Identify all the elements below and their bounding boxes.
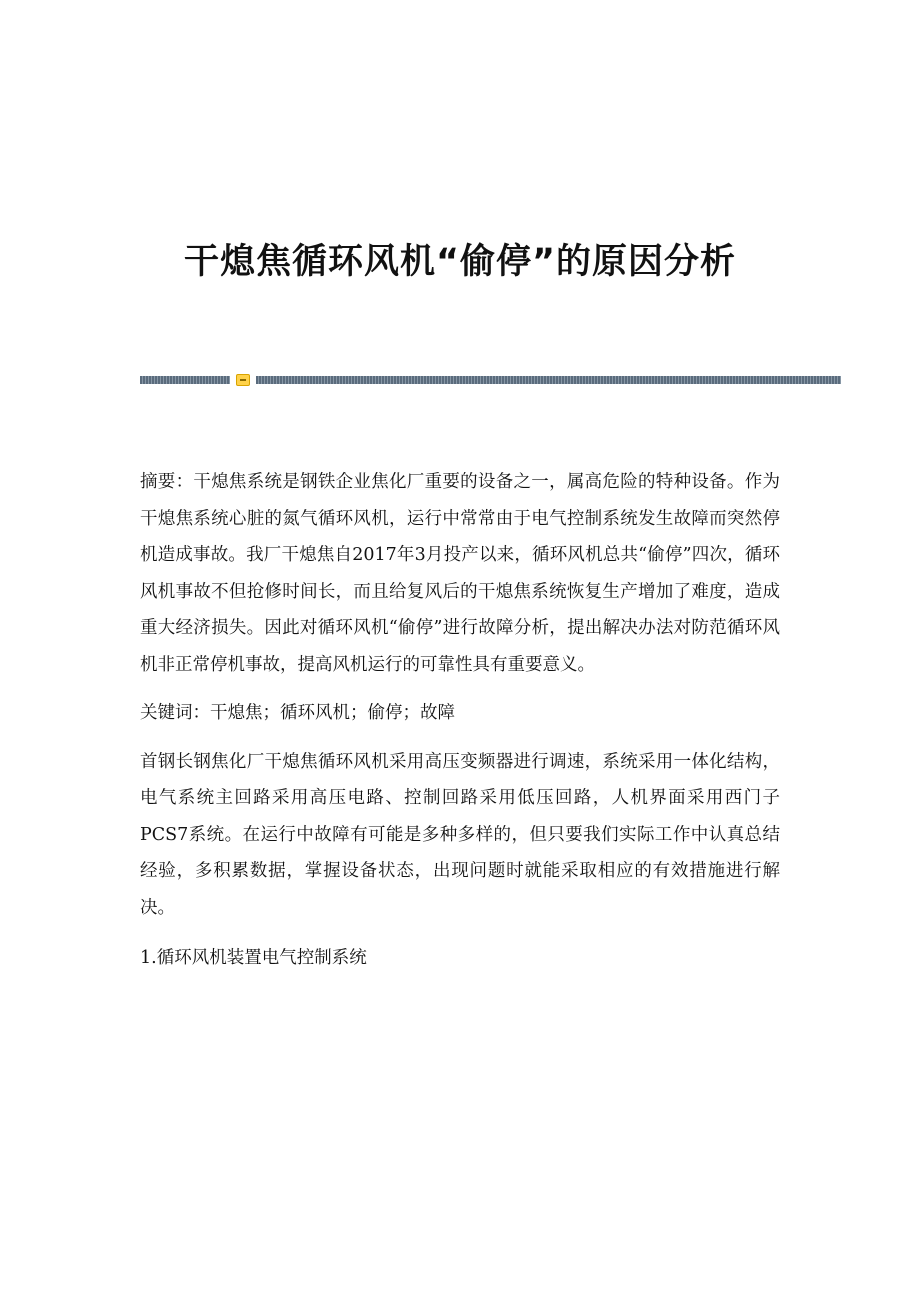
document-body	[140, 464, 780, 977]
section-heading: 1.循环风机装置电气控制系统	[140, 948, 367, 968]
divider-bar-right	[256, 376, 841, 384]
document-title: 干熄焦循环风机“偷停”的原因分析	[183, 242, 736, 283]
divider-ornament-icon	[236, 374, 250, 386]
keywords-line: 关键词：干熄焦；循环风机；偷停；故障	[140, 703, 455, 723]
abstract-paragraph: 摘要：干熄焦系统是钢铁企业焦化厂重要的设备之一，属高危险的特种设备。作为干熄焦系统心脏的氮气循环风机，运行中常常由于电气控制系统发生故障而突然停机造成事故。我厂干熄焦自2017年3月投产以来，循环风机总共“偷停”四次，循环风机事故不但抢修时间长，而且给复风后的干熄焦系统恢复生产增加了难度，造成重大经济损失。因此对循环风机“偷停”进行故障分析，提出解决办法对防范循环风机非正常停机事故，提高风机运行的可靠性具有重要意义。	[140, 472, 780, 675]
divider-bar-left	[140, 376, 230, 384]
title-divider	[140, 374, 841, 386]
intro-paragraph: 首钢长钢焦化厂干熄焦循环风机采用高压变频器进行调速，系统采用一体化结构，电气系统主回路采用高压电路、控制回路采用低压回路，人机界面采用西门子PCS7系统。在运行中故障有可能是多种多样的，但只要我们实际工作中认真总结经验，多积累数据，掌握设备状态，出现问题时就能采取相应的有效措施进行解决。	[140, 751, 780, 918]
